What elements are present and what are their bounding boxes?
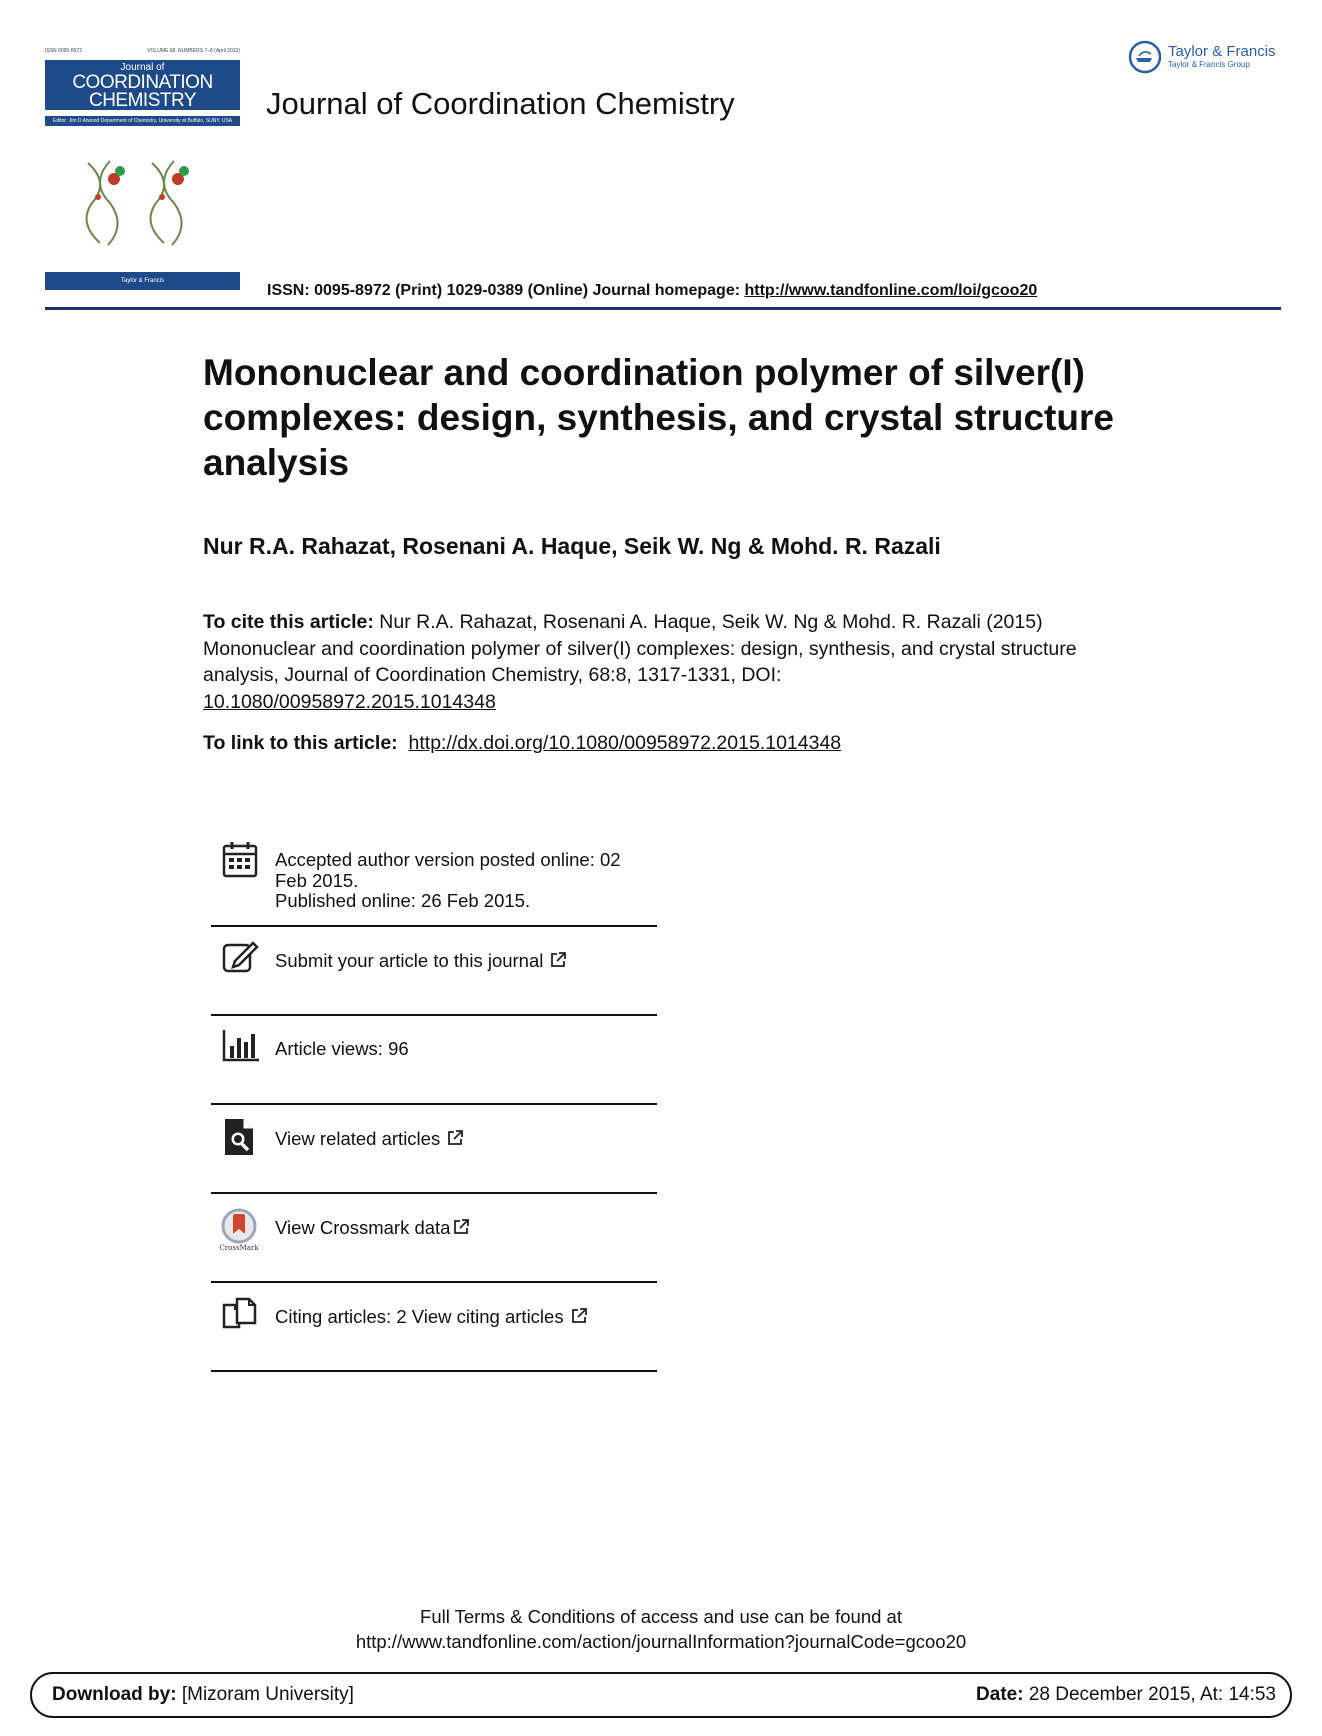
cover-title-band bbox=[45, 60, 240, 110]
external-link-icon bbox=[570, 1307, 588, 1325]
external-link-icon bbox=[446, 1129, 464, 1147]
cite-text: Nur R.A. Rahazat, Rosenani A. Haque, Seik W. Ng & Mohd. R. Razali (2015) Mononuclear and coordination polymer of silver(I) complexes: design, synthesis, and crystal structure analysis, Journal of Coordination Chemistry, 68:8, 1317-1331, DOI: bbox=[203, 611, 1077, 686]
cover-issn: ISSN 0095-8972 bbox=[45, 48, 82, 54]
cite-doi-link[interactable]: 10.1080/00958972.2015.1014348 bbox=[203, 690, 496, 713]
citing-articles-link[interactable]: Citing articles: 2 View citing articles bbox=[275, 1306, 564, 1327]
header-divider bbox=[45, 307, 1281, 310]
cite-label: To cite this article: bbox=[203, 611, 374, 633]
journal-homepage-link[interactable]: http://www.tandfonline.com/loi/gcoo20 bbox=[744, 282, 1038, 299]
cover-title-line1: COORDINATION bbox=[72, 72, 213, 93]
copy-documents-icon bbox=[221, 1295, 259, 1335]
article-authors: Nur R.A. Rahazat, Rosenani A. Haque, Seik W. Ng & Mohd. R. Razali bbox=[203, 533, 941, 559]
issn-text: ISSN: 0095-8972 (Print) 1029-0389 (Online) Journal homepage: bbox=[267, 282, 745, 299]
terms-url[interactable]: http://www.tandfonline.com/action/journalInformation?journalCode=gcoo20 bbox=[355, 1631, 967, 1652]
date-value: 28 December 2015, At: 14:53 bbox=[1028, 1684, 1276, 1705]
published-date: Published online: 26 Feb 2015. bbox=[275, 890, 531, 911]
link-label: To link to this article: bbox=[203, 732, 398, 754]
molecule-illustration bbox=[80, 153, 210, 253]
cover-publisher: Taylor & Francis bbox=[45, 272, 240, 290]
cover-title-line2: CHEMISTRY bbox=[88, 90, 197, 111]
terms-line-1: Full Terms & Conditions of access and use can be found at bbox=[420, 1606, 902, 1627]
taylor-francis-logo[interactable] bbox=[1128, 40, 1276, 74]
issn-line bbox=[267, 282, 1037, 300]
crossmark-icon bbox=[217, 1208, 261, 1252]
citation-block bbox=[203, 609, 1083, 715]
related-articles-item[interactable] bbox=[211, 1105, 657, 1194]
date-label: Date: bbox=[976, 1684, 1024, 1705]
crossmark-item[interactable] bbox=[211, 1194, 657, 1283]
article-views-item bbox=[211, 1016, 657, 1105]
download-label: Download by: bbox=[52, 1684, 177, 1705]
taylor-francis-icon bbox=[1128, 40, 1162, 74]
download-date bbox=[976, 1684, 1276, 1706]
citing-articles-item[interactable] bbox=[211, 1283, 657, 1372]
submit-article-item[interactable] bbox=[211, 927, 657, 1016]
journal-title: Journal of Coordination Chemistry bbox=[266, 86, 735, 121]
download-by bbox=[52, 1684, 354, 1706]
article-views: Article views: 96 bbox=[275, 1038, 409, 1059]
crossmark-link[interactable]: View Crossmark data bbox=[275, 1217, 451, 1238]
publisher-group: Taylor & Francis Group bbox=[1168, 60, 1250, 69]
cover-volume: VOLUME 68, NUMBERS 7–8 (April 2015) bbox=[147, 48, 240, 54]
document-search-icon bbox=[221, 1117, 259, 1157]
terms-block bbox=[0, 1604, 1322, 1654]
publication-dates bbox=[211, 838, 657, 927]
crossmark-logo-text: CrossMark bbox=[219, 1244, 259, 1252]
journal-cover bbox=[45, 48, 240, 291]
related-articles-link[interactable]: View related articles bbox=[275, 1128, 441, 1149]
article-title: Mononuclear and coordination polymer of silver(I) complexes: design, synthesis, and crystal structure analysis bbox=[203, 352, 1114, 483]
download-institution: [Mizoram University] bbox=[181, 1684, 354, 1705]
bar-chart-icon bbox=[221, 1026, 259, 1066]
cover-editor: Editor: Jim D Atwood Department of Chemistry, University at Buffalo, SUNY, USA bbox=[45, 116, 240, 126]
external-link-icon bbox=[452, 1218, 470, 1236]
article-link-line bbox=[203, 732, 841, 755]
submit-article-link[interactable]: Submit your article to this journal bbox=[275, 950, 544, 971]
article-doi-url[interactable]: http://dx.doi.org/10.1080/00958972.2015.1014348 bbox=[408, 732, 842, 754]
cover-journal-of: Journal of bbox=[120, 62, 165, 73]
edit-icon bbox=[221, 937, 259, 977]
cover-top-line bbox=[45, 48, 240, 57]
article-info-list bbox=[211, 838, 657, 1372]
publisher-name: Taylor & Francis bbox=[1168, 43, 1276, 60]
calendar-icon bbox=[221, 840, 259, 880]
accepted-date: Accepted author version posted online: 02 Feb 2015. bbox=[275, 849, 621, 891]
external-link-icon bbox=[549, 951, 567, 969]
